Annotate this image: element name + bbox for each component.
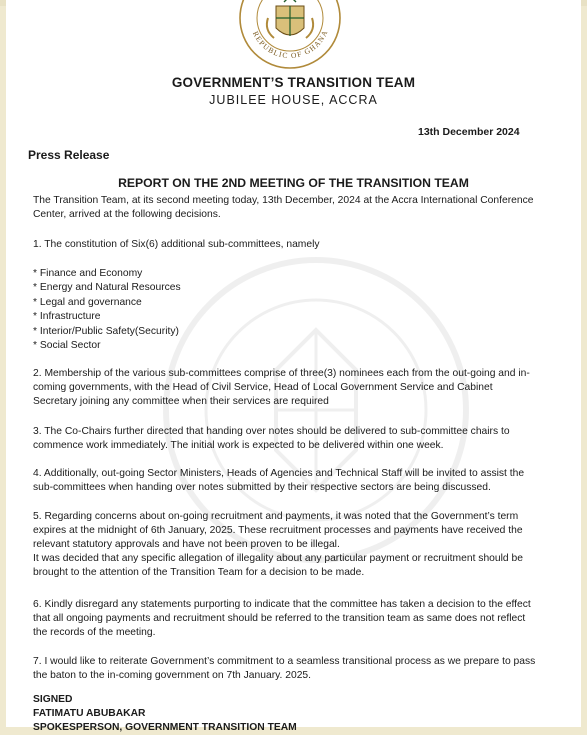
- list-item: * Energy and Natural Resources: [33, 281, 433, 295]
- list-item: * Finance and Economy: [33, 267, 433, 281]
- paragraph-4: 4. Additionally, out-going Sector Ministers, Heads of Agencies and Technical Staff will be invited to assist the sub-committees when handing over notes submitted by their respective sectors are being discussed.: [33, 468, 525, 493]
- list-item: * Interior/Public Safety(Security): [33, 325, 433, 339]
- list-item: * Social Sector: [33, 339, 433, 353]
- header-title: GOVERNMENT’S TRANSITION TEAM: [171, 75, 416, 90]
- paragraph-2: 2. Membership of the various sub-committees comprise of three(3) nominees each from the out-going and in- coming governments, with the Head of Civil Service, Head of Local Government Service and Cabinet Secretary joining any committee when their services are required: [33, 368, 530, 407]
- ghana-seal: [238, 0, 342, 70]
- signed-label: SIGNED: [33, 694, 73, 705]
- seal-ring-text: REPUBLIC OF GHANA: [250, 28, 330, 61]
- header-subtitle: JUBILEE HOUSE, ACCRA: [209, 93, 378, 107]
- paragraph-3: 3. The Co-Chairs further directed that handing over notes should be delivered to sub-committee chairs to commence work immediately. The initial work is expected to be delivered within one week.: [33, 426, 510, 451]
- paragraph-1: 1. The constitution of Six(6) additional sub-committees, namely: [33, 239, 320, 250]
- release-date: 13th December 2024: [418, 126, 520, 138]
- document-title: REPORT ON THE 2ND MEETING OF THE TRANSITION TEAM: [118, 176, 469, 190]
- list-item: * Infrastructure: [33, 310, 433, 324]
- intro-paragraph: The Transition Team, at its second meeting today, 13th December, 2024 at the Accra International Conference Center, arrived at the following decisions.: [33, 195, 534, 220]
- list-item: * Legal and governance: [33, 296, 433, 310]
- paragraph-6: 6. Kindly disregard any statements purporting to indicate that the committee has taken a decision to the effect that all ongoing payments and recruitment should be referred to the transition team as same does not reflect the records of the meeting.: [33, 599, 531, 638]
- subcommittee-list: [33, 267, 433, 353]
- signatory-title: SPOKESPERSON, GOVERNMENT TRANSITION TEAM: [33, 722, 297, 733]
- press-release-label: Press Release: [28, 148, 110, 162]
- signature-block: [33, 693, 297, 735]
- signatory-name: FATIMATU ABUBAKAR: [33, 708, 146, 719]
- paragraph-7: 7. I would like to reiterate Government’s commitment to a seamless transitional process as we prepare to pass the baton to the in-coming government on 7th January. 2025.: [33, 656, 536, 681]
- press-release-page: [6, 0, 581, 733]
- paragraph-5: 5. Regarding concerns about on-going recruitment and payments, it was noted that the Government’s term expires at the midnight of 6th January, 2025. These recruitment processes and payments have received the relevant statutory approvals and have not been proven to be illegal. It was decided that any specific allegation of illegality about any particular payment or recruitment should be brought to the attention of the Transition Team for a decision to be made.: [33, 511, 523, 578]
